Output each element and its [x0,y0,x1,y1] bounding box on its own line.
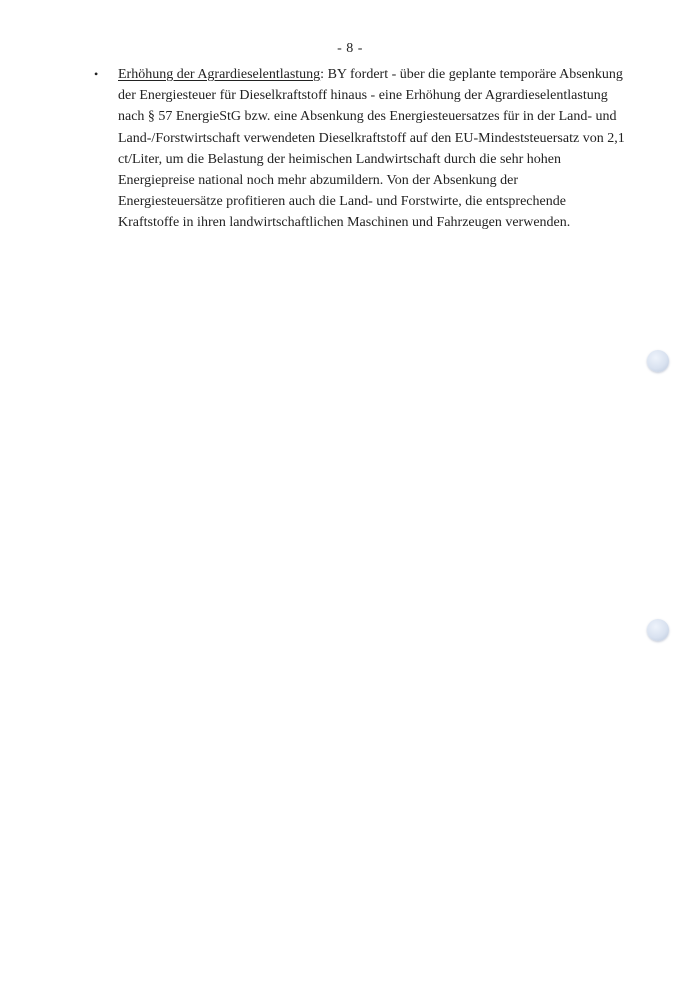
punch-hole-icon [647,619,669,641]
paragraph [118,64,638,234]
paragraph-line-6: Energiepreise national noch mehr abzumildern. Von der Absenkung der [118,173,519,189]
bullet-list-item [94,64,654,234]
paragraph-line-1 [118,64,638,85]
paragraph-line-2: der Energiesteuer für Dieselkraftstoff hinaus - eine Erhöhung der Agrardieselentlastung [118,88,608,104]
paragraph-heading: Erhöhung der Agrardieselentlastung [118,67,321,82]
page-number: - 8 - [337,41,363,56]
punch-hole-icon [647,350,669,372]
paragraph-line-4: Land-/Forstwirtschaft verwendeten Dieselkraftstoff auf den EU-Mindeststeuersatz von 2,1 [118,130,625,146]
heading-colon: : [320,67,325,82]
paragraph-line-5: ct/Liter, um die Belastung der heimischen Landwirtschaft durch die sehr hohen [118,151,562,167]
paragraph-line-8: Kraftstoffe in ihren landwirtschaftlichen Maschinen und Fahrzeugen verwenden. [118,215,571,231]
bullet-marker: • [94,67,99,81]
paragraph-line-7: Energiesteuersätze profitieren auch die Land- und Forstwirte, die entsprechende [118,194,566,210]
paragraph-line-1-text: BY fordert - über die geplante temporäre Absenkung [324,67,623,82]
paragraph-line-3: nach § 57 EnergieStG bzw. eine Absenkung des Energiesteuersatzes für in der Land- und [118,109,617,125]
